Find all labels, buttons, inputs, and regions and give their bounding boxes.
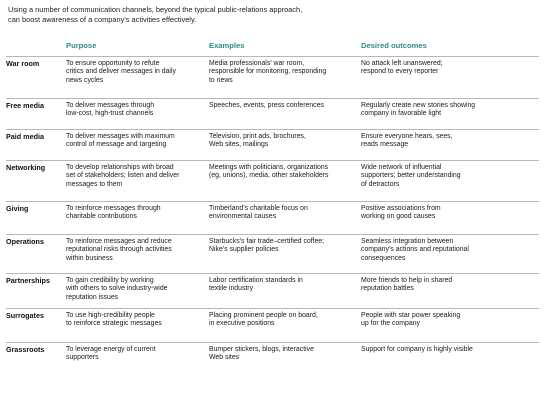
row-label: Giving (6, 202, 66, 235)
cell-line: responsible for monitoring, responding (209, 68, 327, 76)
row-label: War room (6, 57, 66, 99)
cell-line: to reinforce strategic messages (66, 320, 162, 328)
header-desired-outcomes: Desired outcomes (361, 41, 427, 50)
cell-line: up for the company (361, 320, 420, 328)
cell-line: with others to solve industry-wide (66, 285, 168, 293)
cell-line: Positive associations from (361, 205, 441, 212)
table-row (6, 57, 539, 99)
cell-line: People with star power speaking (361, 312, 461, 319)
cell-line: company in favorable light (361, 110, 442, 118)
purpose-cell (66, 235, 209, 274)
cell-line: To deliver messages with maximum (66, 133, 175, 140)
table-row (6, 99, 539, 130)
cell-line: control of message and targeting (66, 141, 167, 149)
cell-line: To ensure opportunity to refute (66, 60, 160, 67)
cell-line: consequences (361, 254, 406, 262)
intro-line: Using a number of communication channels, beyond the typical public-relations approach, (8, 5, 303, 14)
header-examples: Examples (209, 41, 245, 50)
cell-line: Television, print ads, brochures, (209, 133, 306, 140)
purpose-cell (66, 274, 209, 309)
cell-line: Placing prominent people on board, (209, 312, 318, 319)
row-label: Operations (6, 235, 66, 274)
cell-line: set of stakeholders; listen and deliver (66, 172, 180, 180)
table-row (6, 274, 539, 309)
cell-line: Ensure everyone hears, sees, (361, 133, 453, 140)
cell-line: reputational risks through activities (66, 246, 172, 254)
cell-line: Media professionals’ war room, (209, 60, 305, 67)
cell-line: Wide network of influential (361, 164, 442, 171)
cell-line: messages to them (66, 180, 123, 188)
outcomes-cell (361, 161, 539, 202)
cell-line: To use high-credibility people (66, 312, 155, 319)
cell-line: Timberland’s charitable focus on (209, 205, 308, 212)
outcomes-cell (361, 274, 539, 309)
cell-line: Meetings with politicians, organizations (209, 164, 329, 171)
cell-line: Support for company is highly visible (361, 346, 473, 353)
cell-line: to news (209, 76, 233, 84)
cell-line: Web sites (209, 354, 240, 362)
outcomes-cell (361, 235, 539, 274)
cell-line: low-cost, high-trust channels (66, 110, 154, 118)
cell-line: charitable contributions (66, 213, 137, 221)
communication-channels-table (6, 41, 539, 373)
cell-line: Bumper stickers, blogs, interactive (209, 346, 314, 353)
cell-line: Seamless integration between (361, 238, 454, 245)
cell-line: textile industry (209, 285, 254, 293)
cell-line: To leverage energy of current (66, 346, 156, 353)
table-row (6, 235, 539, 274)
cell-line: Labor certification standards in (209, 277, 303, 284)
intro-line: can boost awareness of a company’s activities effectively. (8, 15, 197, 24)
purpose-cell (66, 202, 209, 235)
cell-line: environmental causes (209, 213, 277, 221)
table-row (6, 343, 539, 374)
outcomes-cell (361, 130, 539, 161)
cell-line: To gain credibility by working (66, 277, 154, 284)
table-row (6, 130, 539, 161)
row-label: Free media (6, 99, 66, 130)
purpose-cell (66, 161, 209, 202)
cell-line: To reinforce messages through (66, 205, 161, 212)
cell-line: (eg, unions), media, other stakeholders (209, 172, 329, 180)
purpose-cell (66, 343, 209, 374)
cell-line: reputation issues (66, 293, 119, 301)
examples-cell (209, 235, 361, 274)
cell-line: reads message (361, 141, 409, 149)
cell-line: Regularly create new stories showing (361, 102, 476, 109)
cell-line: within business (66, 254, 113, 262)
examples-cell (209, 99, 361, 130)
outcomes-cell (361, 57, 539, 99)
table-row (6, 161, 539, 202)
outcomes-cell (361, 309, 539, 343)
cell-line: Speeches, events, press conferences (209, 102, 324, 109)
row-label: Grassroots (6, 343, 66, 374)
outcomes-cell (361, 343, 539, 374)
cell-line: Starbucks’s fair trade–certified coffee; (209, 238, 325, 245)
row-label: Partnerships (6, 274, 66, 309)
examples-cell (209, 343, 361, 374)
examples-cell (209, 161, 361, 202)
header-purpose: Purpose (66, 41, 97, 50)
cell-line: supporters (66, 354, 99, 362)
row-label: Surrogates (6, 309, 66, 343)
purpose-cell (66, 130, 209, 161)
examples-cell (209, 130, 361, 161)
cell-line: of detractors (361, 180, 400, 188)
outcomes-cell (361, 99, 539, 130)
table-row (6, 202, 539, 235)
outcomes-cell (361, 202, 539, 235)
examples-cell (209, 57, 361, 99)
purpose-cell (66, 309, 209, 343)
cell-line: critics and deliver messages in daily (66, 68, 176, 76)
cell-line: reputation battles (361, 285, 414, 293)
header-row (6, 41, 539, 57)
intro-text (8, 5, 388, 25)
cell-line: supporters; better understanding (361, 172, 461, 180)
cell-line: Web sites, mailings (209, 141, 269, 149)
row-label: Networking (6, 161, 66, 202)
cell-line: More friends to help in shared (361, 277, 453, 284)
header-blank (6, 41, 66, 57)
cell-line: No attack left unanswered; (361, 60, 443, 67)
purpose-cell (66, 57, 209, 99)
cell-line: news cycles (66, 76, 104, 84)
purpose-cell (66, 99, 209, 130)
cell-line: To reinforce messages and reduce (66, 238, 172, 245)
cell-line: Nike’s supplier policies (209, 246, 279, 254)
cell-line: working on good causes (361, 213, 436, 221)
cell-line: To develop relationships with broad (66, 164, 174, 171)
cell-line: To deliver messages through (66, 102, 155, 109)
examples-cell (209, 202, 361, 235)
cell-line: in executive positions (209, 320, 275, 328)
cell-line: respond to every reporter (361, 68, 439, 76)
table-row (6, 309, 539, 343)
cell-line: company’s actions and reputational (361, 246, 469, 254)
row-label: Paid media (6, 130, 66, 161)
examples-cell (209, 309, 361, 343)
examples-cell (209, 274, 361, 309)
